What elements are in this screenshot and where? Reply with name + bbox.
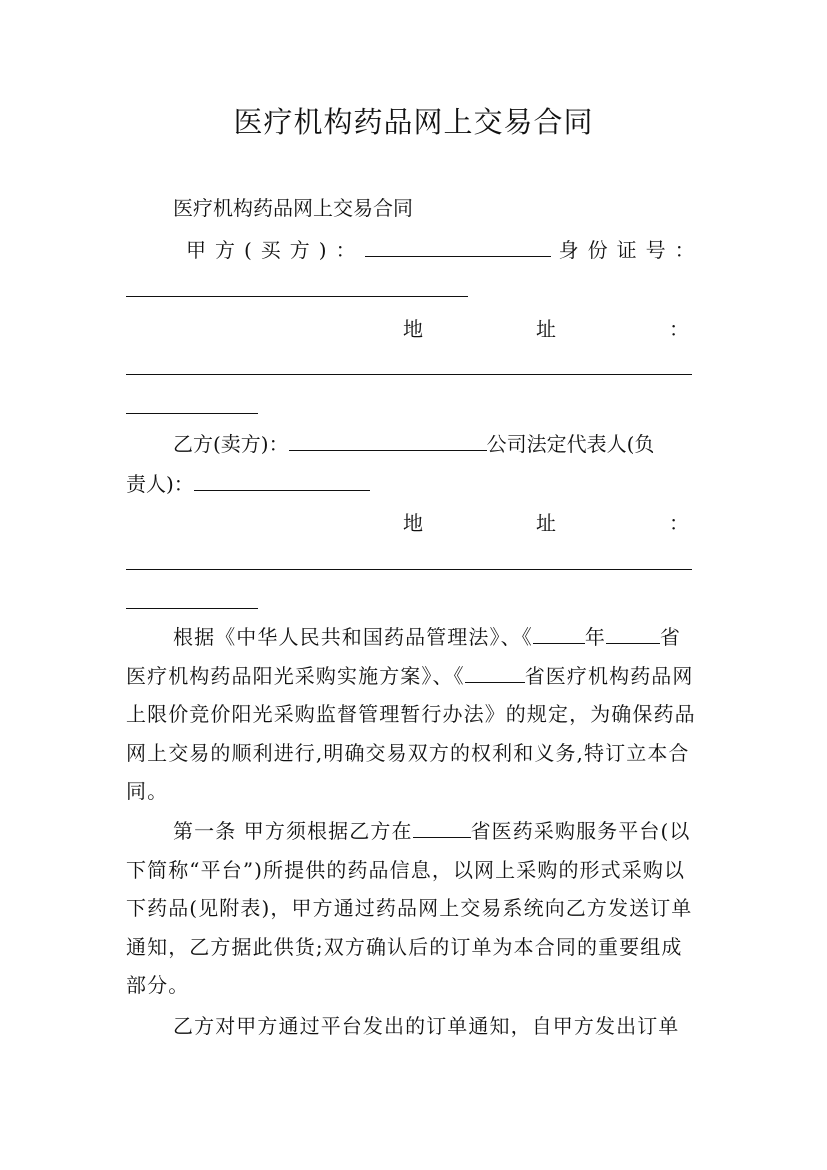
document-subtitle: 医疗机构药品网上交易合同 — [173, 196, 413, 220]
party-b-rep-line: 责人)： — [126, 464, 702, 504]
document-title: 医疗机构药品网上交易合同 — [233, 105, 594, 139]
party-a-address-label: 地 址 ： — [403, 317, 689, 341]
paragraph-order-notice: 乙方对甲方通过平台发出的订单通知，自甲方发出订单 — [173, 1014, 680, 1038]
party-b-rep-label: 公司法定代表人(负 — [486, 432, 655, 456]
party-b-address-blank-2 — [126, 608, 258, 609]
party-b-line — [126, 424, 702, 464]
party-a-id-label: 身份证号： — [558, 238, 704, 262]
party-a-line — [186, 230, 702, 270]
party-b-address-blank-1 — [126, 569, 692, 570]
party-a-id-blank — [126, 296, 468, 297]
party-b-name-blank — [289, 426, 487, 451]
party-b-label: 乙方(卖方)： — [173, 432, 289, 456]
party-a-label: 甲方(买方)： — [186, 238, 365, 262]
party-a-name-blank — [365, 232, 551, 257]
party-b-rep-blank — [194, 466, 370, 491]
paragraph-article-1: 第一条 甲方须根据乙方在 省医药采购服务平台(以下简称“平台”)所提供的药品信息，以网上采购的形式采购以下药品(见附表)，甲方通过药品网上交易系统向乙方发送订单通知，乙方据此供货;双方确认后的订单为本合同的重要组成部分。 — [126, 819, 693, 998]
party-a-address-blank-2 — [126, 413, 258, 414]
paragraph-legal-basis: 根据《中华人民共和国药品管理法》、《 年 省医疗机构药品阳光采购实施方案》、《 省医疗机构药品网上限价竞价阳光采购监督管理暂行办法》的规定，为确保药品网上交易的顺利进行,明确交易双方的权利和义务,特订立本合同。 — [126, 625, 696, 804]
party-b-address-label: 地 址 ： — [403, 511, 689, 535]
party-a-address-blank-1 — [126, 374, 692, 375]
